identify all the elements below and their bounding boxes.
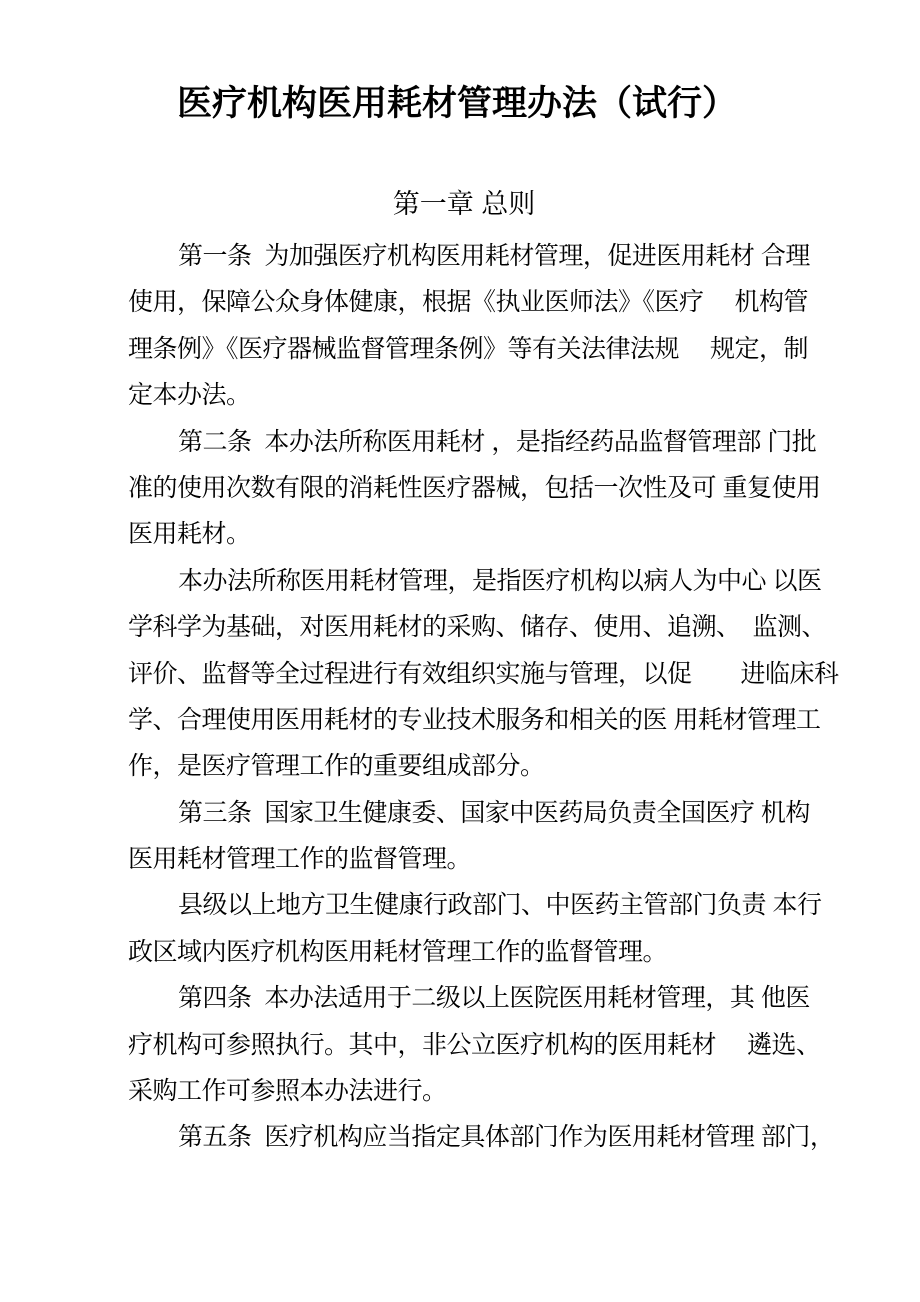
text-line: 医用耗材。: [128, 520, 251, 549]
text-line: 第二条 本办法所称医用耗材 ，是指经药品监督管理部 门批: [178, 427, 817, 456]
text-line: 第五条 医疗机构应当指定具体部门作为医用耗材管理 部门，: [178, 1123, 835, 1152]
text-line: 作，是医疗管理工作的重要组成部分。: [128, 752, 545, 781]
text-line: 采购工作可参照本办法进行。: [128, 1077, 447, 1106]
chapter-heading: 第一章 总则: [392, 189, 536, 219]
text-line: 第三条 国家卫生健康委、国家中医药局负责全国医疗 机构: [178, 798, 810, 827]
text-line: 使用，保障公众身体健康，根据《执业医师法》《医疗 机构管: [128, 288, 808, 317]
text-line: 本办法所称医用耗材管理，是指医疗机构以病人为中心 以医: [178, 566, 822, 595]
text-line: 政区域内医疗机构医用耗材管理工作的监督管理。: [128, 937, 668, 966]
document-body: [128, 233, 839, 1161]
text-line: 定本办法。: [128, 381, 251, 410]
text-line: 准的使用次数有限的消耗性医疗器械，包括一次性及可 重复使用: [128, 473, 821, 502]
text-line: 县级以上地方卫生健康行政部门、中医药主管部门负责 本行: [178, 891, 822, 920]
page-title: 医疗机构医用耗材管理办法（试行）: [177, 84, 738, 123]
text-line: 学科学为基础，对医用耗材的采购、储存、使用、追溯、 监测、: [128, 613, 827, 642]
text-line: 医用耗材管理工作的监督管理。: [128, 845, 472, 874]
text-line: 评价、监督等全过程进行有效组织实施与管理，以促 进临床科: [128, 659, 839, 688]
text-line: 疗机构可参照执行。其中，非公立医疗机构的医用耗材 遴选、: [128, 1030, 821, 1059]
text-line: 第一条 为加强医疗机构医用耗材管理，促进医用耗材 合理: [178, 242, 810, 270]
text-line: 第四条 本办法适用于二级以上医院医用耗材管理，其 他医: [178, 984, 810, 1013]
text-line: 理条例》《医疗器械监督管理条例》等有关法律法规 规定，制: [128, 334, 808, 363]
text-line: 学、合理使用医用耗材的专业技术服务和相关的医 用耗材管理工: [128, 705, 821, 734]
